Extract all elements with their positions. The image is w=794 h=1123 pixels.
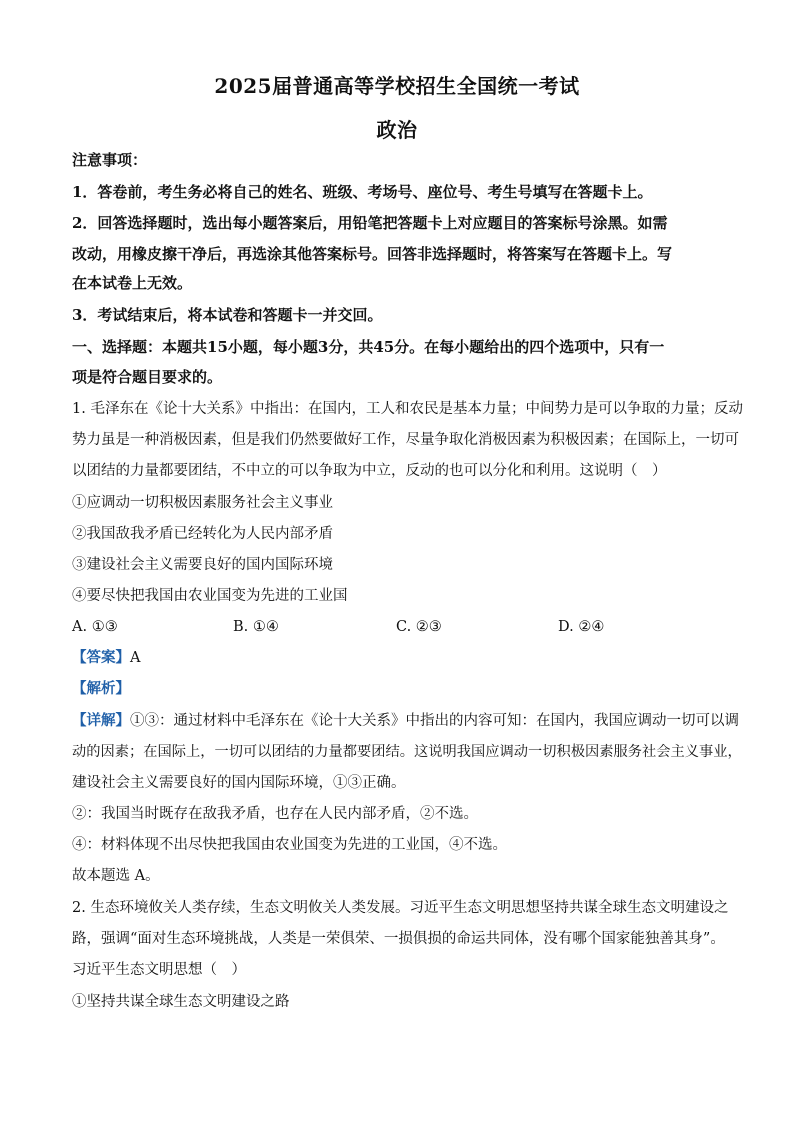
analysis-tag: 【解析】 — [72, 680, 130, 697]
q2-stem-line-1: 2. 生态环境攸关人类存续，生态文明攸关人类发展。习近平生态文明思想坚持共谋全球生态文明建设之 — [72, 900, 729, 916]
q1-option-a: A. ①③ — [72, 619, 118, 635]
q1-option-d: D. ②④ — [558, 619, 605, 635]
notice-item-3: 3．考试结束后，将本试卷和答题卡一并交回。 — [72, 306, 383, 324]
notice-item-2-line-1: 2．回答选择题时，选出每小题答案后，用铅笔把答题卡上对应题目的答案标号涂黑。如需 — [72, 214, 668, 232]
q1-conclusion: 故本题选 A。 — [72, 868, 160, 884]
q1-statement-2: ②我国敌我矛盾已经转化为人民内部矛盾 — [72, 526, 333, 542]
notice-item-2-line-3: 在本试卷上无效。 — [72, 274, 193, 292]
notice-item-2-line-2: 改动，用橡皮擦干净后，再选涂其他答案标号。回答非选择题时，将答案写在答题卡上。写 — [72, 245, 673, 263]
q1-detail-line-5: ④：材料体现不出尽快把我国由农业国变为先进的工业国，④不选。 — [72, 837, 507, 853]
q1-detail-line-2: 动的因素；在国际上，一切可以团结的力量都要团结。这说明我国应调动一切积极因素服务社会主义事业， — [72, 744, 742, 760]
exam-title: 2025届普通高等学校招生全国统一考试 — [214, 74, 580, 98]
q1-option-b: B. ①④ — [233, 619, 279, 635]
answer-value: A — [130, 650, 141, 666]
subject-title: 政治 — [376, 118, 418, 142]
q1-statement-1: ①应调动一切积极因素服务社会主义事业 — [72, 495, 333, 511]
q1-stem-line-3: 以团结的力量都要团结，不中立的可以争取为中立，反动的也可以分化和利用。这说明（ ） — [72, 463, 667, 479]
q2-stem-line-3: 习近平生态文明思想（ ） — [72, 962, 246, 978]
q1-answer — [72, 648, 732, 668]
detail-tag: 【详解】 — [72, 712, 130, 729]
q2-stem-line-2: 路，强调“面对生态环境挑战，人类是一荣俱荣、一损俱损的命运共同体，没有哪个国家能独善其身”。 — [72, 931, 725, 947]
q1-stem-line-2: 势力虽是一种消极因素，但是我们仍然要做好工作，尽量争取化消极因素为积极因素；在国际上，一切可 — [72, 432, 739, 448]
q1-option-c: C. ②③ — [396, 619, 442, 635]
section-heading-line-2: 项是符合题目要求的。 — [72, 368, 223, 386]
notice-item-1: 1．答卷前，考生务必将自己的姓名、班级、考场号、座位号、考生号填写在答题卡上。 — [72, 183, 653, 201]
section-heading-line-1: 一、选择题：本题共15小题，每小题3分，共45分。在每小题给出的四个选项中，只有一 — [72, 338, 665, 356]
q1-analysis-heading — [72, 679, 732, 699]
detail-text-1: ①③：通过材料中毛泽东在《论十大关系》中指出的内容可知：在国内，我国应调动一切可以调 — [130, 713, 739, 729]
q1-detail-line-1 — [72, 711, 739, 731]
q2-statement-1: ①坚持共谋全球生态文明建设之路 — [72, 994, 290, 1010]
q1-statement-4: ④要尽快把我国由农业国变为先进的工业国 — [72, 588, 348, 604]
notice-heading: 注意事项： — [72, 151, 148, 169]
q1-detail-line-4: ②：我国当时既存在敌我矛盾，也存在人民内部矛盾，②不选。 — [72, 806, 478, 822]
answer-tag: 【答案】 — [72, 649, 130, 666]
q1-stem-line-1: 1. 毛泽东在《论十大关系》中指出：在国内，工人和农民是基本力量；中间势力是可以争取的力量；反动 — [72, 401, 743, 417]
q1-detail-line-3: 建设社会主义需要良好的国内国际环境，①③正确。 — [72, 775, 406, 791]
q1-statement-3: ③建设社会主义需要良好的国内国际环境 — [72, 557, 333, 573]
